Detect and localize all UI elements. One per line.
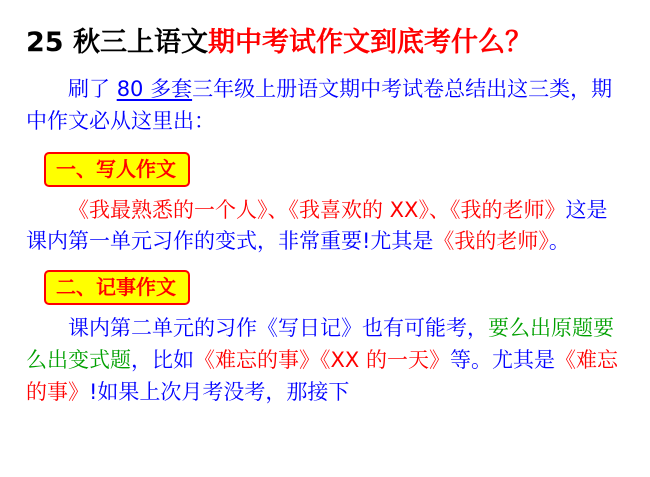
events-line-2: 要么出原题要么出变式题 [26, 316, 614, 373]
section-events [26, 262, 628, 409]
events-line-3: ，比如 [131, 348, 194, 373]
events-line-4: 《难忘的事》《XX 的一天》 [194, 348, 450, 373]
people-line-4: 。 [548, 229, 570, 254]
section-heading-events: 二、记事作文 [44, 270, 190, 305]
people-line-2: 这是课内第一单元习作的变式，非常重要!尤其是 [26, 197, 608, 254]
intro-lead: 刷了 [68, 76, 117, 101]
events-line-6: 《难忘的事》 [26, 348, 618, 405]
people-line-1: 《我最熟悉的一个人》、《我喜欢的 XX》、《我的老师》 [68, 197, 566, 222]
intro-link[interactable]: 80 多套 [116, 76, 193, 101]
page-title-part1: 25 秋三上语文 [26, 27, 208, 58]
section-events-body [26, 313, 628, 409]
intro-rest: 三年级上册语文期中考试卷总结出这三类，期中作文必从这里出： [26, 76, 613, 133]
section-people-body [26, 195, 628, 259]
people-line-3: 《我的老师》 [433, 229, 549, 254]
events-line-1: 课内第二单元的习作《写日记》也有可能考， [68, 316, 488, 341]
page-title-part2: 期中考试作文到底考什么？ [207, 27, 532, 58]
intro-paragraph [26, 74, 628, 138]
section-heading-people: 一、写人作文 [44, 152, 190, 187]
events-line-7: !如果上次月考没考，那接下 [89, 380, 350, 405]
events-line-5: 等。尤其是 [449, 348, 555, 373]
page-title [26, 26, 628, 60]
section-people [26, 144, 628, 259]
